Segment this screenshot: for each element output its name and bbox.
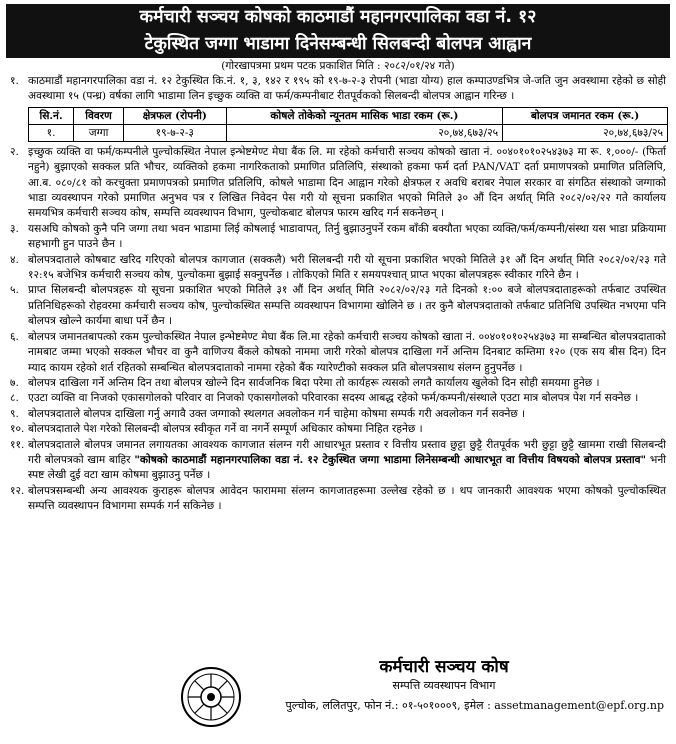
- cell-serial: १.: [29, 124, 74, 141]
- table-row: [29, 124, 668, 141]
- publish-date-note: (गोरखापत्रमा प्रथम पटक प्रकाशित मिति : २०८२/०१/२४ गते): [221, 60, 455, 72]
- clause-text: बोलपत्रदाताले बोलपत्र दाखिला गर्नु अगावै उक्त जग्गाको स्थलगत अवलोकन गर्न चाहेमा कोषमा सम्पर्क गरी अवलोकन गर्न सक्नेछ ।: [28, 407, 526, 420]
- clause-number: ५.: [10, 284, 19, 297]
- clause-7: [6, 376, 670, 391]
- clause-text: बोलपत्रसम्बन्धी अन्य आवश्यक कुराहरू बोलपत्र आवेदन फाराममा संलग्न कागजातहरूमा उल्लेख रहेको छ । थप जानकारी आवश्यक भएमा कोषको पुल्चोकस्थित सम्पत्ति व्यवस्थापन विभागमा सम्पर्क गर्न सकिनेछ ।: [28, 484, 666, 513]
- clause-text: बोलपत्र दाखिला गर्ने अन्तिम दिन तथा बोलपत्र खोल्ने दिन सार्वजनिक बिदा परेमा तो कार्यहरू त्यसको लगतै कार्यालय खुलेको दिन सोही समयमा हुनेछ ।: [28, 376, 600, 389]
- clause-text-part: भनी स्पष्ट लेखी दुई वटा खाम कोषमा बुझाउनु पर्नेछ ।: [28, 453, 666, 482]
- clause-number: ८.: [10, 392, 19, 405]
- clause-number: ३.: [10, 222, 19, 235]
- clause-4: [6, 253, 670, 284]
- clause-1: [6, 74, 670, 105]
- clause-number: ७.: [10, 376, 19, 389]
- title-line-1: कर्मचारी सञ्चय कोषको काठमाडौं महानगरपालिका वडा नं. १२: [139, 7, 537, 27]
- cell-bid-bond: २०,७४,६७३/२५: [503, 124, 668, 141]
- clause-text-part: बोलपत्रदाताले बोलपत्र जमानत लगायतका आवश्यक कागजात संलग्न गरी आधारभूत प्रस्ताव र वित्तीय प्रस्ताव छुट्टा छुट्टै रीतपूर्वक भरी छुट्टा छुट्टै खाममा राखी सिलबन्दी गरी बोलपत्रको खाम बाहिर: [28, 438, 666, 466]
- clause-10: [6, 422, 670, 437]
- org-name: कर्मचारी सञ्चय कोष: [379, 657, 509, 677]
- col-min-rent: कोषले तोकेको न्यूनतम मासिक भाडा रकम (रू.): [226, 107, 502, 124]
- clause-number: ९.: [10, 407, 19, 420]
- clause-6: [6, 330, 670, 376]
- department-name: सम्पत्ति व्यवस्थापन विभाग: [392, 679, 496, 692]
- table-header-row: [29, 107, 668, 124]
- clause-8: [6, 391, 670, 406]
- clause-12: [6, 484, 670, 515]
- clause-number: २.: [10, 145, 19, 158]
- clause-text: यसअघि कोषको कुनै पनि जग्गा तथा भवन भाडामा लिई कोषलाई भाडावापत्, तिर्नु बुझाउनुपर्ने रकम बाँकी बक्यौता भएका व्यक्ति/फर्म/कम्पनी/संस्था यस भाडा प्रक्रियामा सहभागी हुन पाउने छैन ।: [28, 222, 666, 251]
- clause-number: ११.: [10, 438, 25, 451]
- clause-text: एउटा व्यक्ति वा निजको एकासगोलको परिवार वा निजको एकासगोलको परिवारका सदस्य आबद्ध रहेको फर्म/कम्पनी/संस्थाले एउटा मात्र बोलपत्र पेश गर्न सक्नेछ ।: [28, 392, 639, 405]
- clause-text: काठमाडौं महानगरपालिका वडा नं. १२ टेकुस्थित कि.नं. १, ३, १४२ र १९५ को १९-७-२-३ रोपनी (भाडा योग्य) हाल कम्पाउण्डभित्र जे-जति जुन अवस्थामा रहेको छ सोही अवस्थामा १५ (पन्ध्र) वर्षका लागि भाडामा लिन इच्छुक व्यक्ति वा फर्म/कम्पनीबाट रीतपूर्वकको सिलबन्दी बोलपत्र आह्वान गरिन्छ ।: [28, 75, 666, 103]
- signature-text: [224, 656, 664, 714]
- clause-text: प्राप्त सिलबन्दी बोलपत्रहरू यो सूचना प्रकाशित भएको मितिले ३१ औं दिन अर्थात् मिति २०८२/०२/२३ गते दिनको १:०० बजे बोलपत्रदाताहरूको तर्फबाट उपस्थित प्रतिनिधिहरूको रोहवरमा कर्मचारी सञ्चय कोष, पुल्चोकस्थित सम्पत्ति व्यवस्थापन विभागमा खोलिने छ । तर कुनै बोलपत्रदाताको तर्फबाट प्रतिनिधि उपस्थित नभएमा पनि बोलपत्र खोल्ने कार्यमा बाधा पर्ने छैन ।: [28, 284, 666, 328]
- clause-11: [6, 438, 670, 484]
- envelope-label: "कोषको काठमाडौं महानगरपालिका वडा नं. १२ टेकुस्थित जग्गा भाडामा लिनेसम्बन्धी आधारभूत वा वित्तीय विषयको बोलपत्र प्रस्ताव": [134, 453, 647, 466]
- clause-text: बोलपत्रदाताले कोषबाट खरिद गरिएको बोलपत्र कागजात (सक्कलै) भरी सिलबन्दी गरी यो सूचना प्रकाशित भएको मितिले ३१ औं दिन अर्थात् मिति २०८२/०२/२३ गते १२:१५ बजेभित्र कर्मचारी सञ्चय कोष, पुल्चोकमा बुझाई सक्नुपर्नेछ । तोकिएको मिति र समयपश्चात् प्राप्त भएका बोलपत्रहरू स्वीकार गरिने छैन ।: [28, 253, 666, 282]
- col-bid-bond: बोलपत्र जमानत रकम (रू.): [503, 107, 668, 124]
- title-line-2: टेकुस्थित जग्गा भाडामा दिनेसम्बन्धी सिलबन्दी बोलपत्र आह्वान: [144, 34, 532, 54]
- clause-number: १.: [10, 75, 19, 87]
- clause-number: १२.: [10, 484, 25, 497]
- clause-text: बोलपत्र जमानतबापत्को रकम पुल्चोकस्थित नेपाल इन्भेष्टमेण्ट मेघा बैंक लि.मा रहेको कर्मचारी सञ्चय कोषको खाता नं. ००४०१०१०२५४३७३ मा सम्बन्धित बोलपत्रदाताको नामबाट जम्मा भएको सक्कल भौचर वा कुनै वाणिज्य बैंकले कोषको नाममा जारी गरेको बोलपत्र दाखिला गर्ने अन्तिम दिनबाट कम्तिमा १२० (एक सय बीस दिन) दिन म्याद कायम रहेको शर्त रहितको सम्बन्धित बोलपत्रदाताको नाममा रहेको बैंक ग्यारेण्टीको सक्कल प्रति बोलपत्रसाथ संलग्न हुनुपर्नेछ ।: [28, 330, 666, 374]
- cell-description: जग्गा: [74, 124, 124, 141]
- contact-address: पुल्चोक, ललितपुर, फोन नं.: ०१-५०१०००९, इमेल : assetmanagement@epf.org.np: [285, 699, 664, 712]
- col-serial: सि.नं.: [29, 107, 74, 124]
- signature-block: [180, 656, 670, 742]
- clause-number: ६.: [10, 330, 19, 343]
- title-banner: [6, 4, 670, 58]
- clause-text: इच्छुक व्यक्ति वा फर्म/कम्पनीले पुल्चोकस्थित नेपाल इन्भेष्टमेण्ट मेघा बैंक लि. मा रहेको कर्मचारी सञ्चय कोषको खाता नं. ००४०१०१०२५४३७३ मा रू. १,०००/- (फिर्ता नहुने) बुझाएको सक्कल प्रति भौचर, व्यक्तिको हकमा नागरिकताको प्रमाणित प्रतिलिपि, संस्थाको हकमा फर्म दर्ता PAN/VAT दर्ता प्रमाणपत्रको प्रमाणित प्रतिलिपि, आ.ब. ०८०/८१ को करचुक्ता प्रमाणपत्रको प्रमाणित प्रतिलिपि, कोषले भाडामा दिन आह्वान गरेको क्षेत्रफल र अवधि बराबर नेपाल सरकार वा संगठित संस्थाको जग्गाको भाडा व्यवस्थापन गरेको प्रमाणित अनुभव पत्र र लिखित निवेदन पेस गरी यो सूचना प्रकाशित भएको मितिले ३० औं दिन अर्थात् मिति २०८२/०२/२२ गते कार्यालय समयभित्र कर्मचारी सञ्चय कोष, सम्पत्ति व्यवस्थापन विभाग, पुल्चोकबाट बोलपत्र फारम खरिद गर्न सकनेछन् ।: [28, 145, 666, 220]
- clause-number: ४.: [10, 253, 19, 266]
- clause-2: [6, 145, 670, 222]
- cell-min-rent: २०,७४,६७३/२५: [226, 124, 502, 141]
- clause-9: [6, 407, 670, 422]
- clause-5: [6, 283, 670, 329]
- clause-3: [6, 222, 670, 253]
- clause-text: [28, 438, 670, 484]
- clause-text: बोलपत्रदाताले पेश गरेको सिलबन्दी बोलपत्र स्वीकृत गर्ने वा नगर्ने सम्पूर्ण अधिकार कोषमा निहित रहनेछ ।: [28, 423, 423, 436]
- col-area: क्षेत्रफल (रोपनी): [123, 107, 226, 124]
- tender-table: [28, 107, 668, 142]
- clause-number: १०.: [10, 423, 25, 436]
- cell-area: १९-७-२-३: [123, 124, 226, 141]
- col-description: विवरण: [74, 107, 124, 124]
